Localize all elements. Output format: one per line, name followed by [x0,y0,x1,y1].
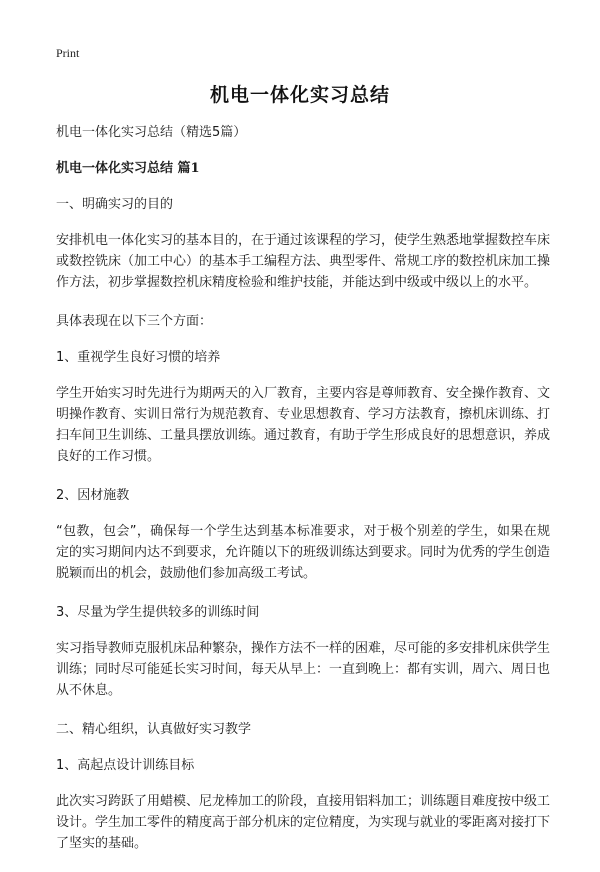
print-label: Print [56,46,80,60]
document-body [56,122,550,872]
paragraph: 具体表现在以下三个方面： [56,314,213,329]
paragraph: 此次实习跨跃了用蜡模、尼龙棒加工的阶段，直接用铝料加工；训练题目难度按中级工设计。学生加工零件的精度高于部分机床的定位精度，为实现与就业的零距离对接打下了坚实的基础。 [56,794,551,851]
item-heading: 1、重视学生良好习惯的培养 [56,350,221,365]
paragraph: 学生开始实习时先进行为期两天的入厂教育，主要内容是尊师教育、安全操作教育、文明操作教育、实训日常行为规范教育、专业思想教育、学习方法教育，擦机床训练、打扫车间卫生训练、工量具摆放训练。通过教育，有助于学生形成良好的思想意识，养成良好的工作习惯。 [56,386,551,464]
section-heading: 二、精心组织，认真做好实习教学 [56,722,252,737]
section-heading: 一、明确实习的目的 [56,197,174,212]
document-title: 机电一体化实习总结 [209,84,390,106]
paragraph: “包教，包会”，确保每一个学生达到基本标准要求，对于极个别差的学生，如果在规定的实习期间内达不到要求，允许随以下的班级训练达到要求。同时为优秀的学生创造脱颖而出的机会，鼓励他们参加高级工考试。 [56,524,551,581]
article-heading: 机电一体化实习总结 篇1 [56,161,200,176]
item-heading: 2、因材施教 [56,488,130,503]
item-heading: 3、尽量为学生提供较多的训练时间 [56,605,260,620]
paragraph: 安排机电一体化实习的基本目的，在于通过该课程的学习，使学生熟悉地掌握数控车床或数控铣床（加工中心）的基本手工编程方法、典型零件、常规工序的数控机床加工操作方法，初步掌握数控机床精度检验和维护技能，并能达到中级或中级以上的水平。 [56,233,551,290]
document-subtitle: 机电一体化实习总结（精选5篇） [56,125,247,140]
item-heading: 1、高起点设计训练目标 [56,758,195,773]
paragraph: 实习指导教师克服机床品种繁杂，操作方法不一样的困难，尽可能的多安排机床供学生训练；同时尽可能延长实习时间，每天从早上：一直到晚上：都有实训，周六、周日也从不休息。 [56,641,551,698]
